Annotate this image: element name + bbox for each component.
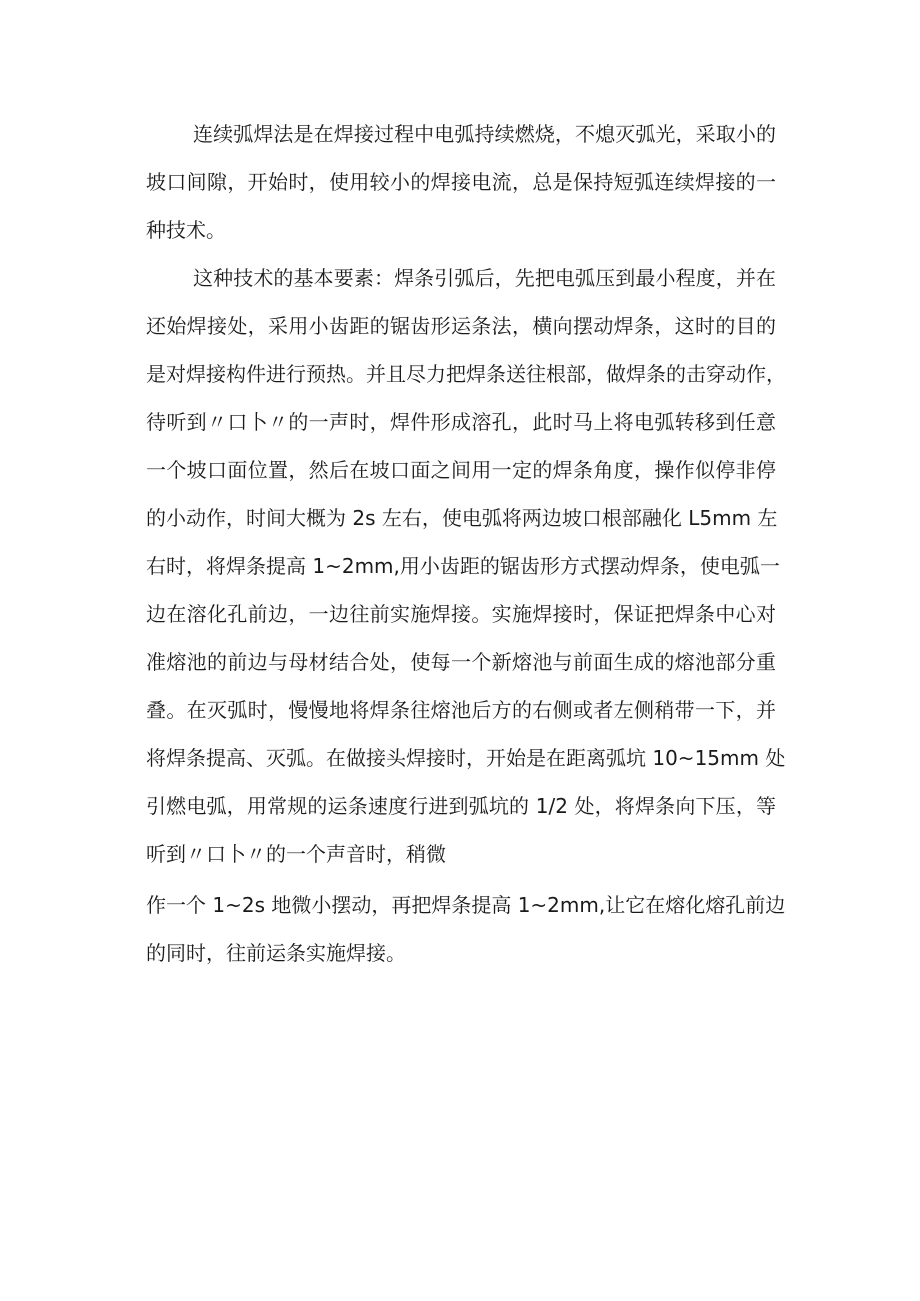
- text-line: 这种技术的基本要素：焊条引弧后，先把电弧压到最小程度，并在: [193, 266, 776, 290]
- text-line: 是对焊接构件进行预热。并且尽力把焊条送往根部，做焊条的击穿动作，: [146, 362, 786, 386]
- text-line: 将焊条提高、灭弧。在做接头焊接时，开始是在距离弧坑 10~15mm 处: [146, 746, 786, 770]
- text-line: 一个坡口面位置，然后在坡口面之间用一定的焊条角度，操作似停非停: [146, 458, 776, 482]
- text-line: 右时，将焊条提高 1~2mm,用小齿距的锯齿形方式摆动焊条，使电弧一: [146, 554, 780, 578]
- text-line: 边在溶化孔前边，一边往前实施焊接。实施焊接时，保证把焊条中心对: [146, 602, 776, 626]
- text-line: 听到〃口卜〃的一个声音时，稍微: [146, 842, 446, 866]
- text-line: 连续弧焊法是在焊接过程中电弧持续燃烧，不熄灭弧光，采取小的: [193, 122, 776, 146]
- text-line: 待听到〃口卜〃的一声时，焊件形成溶孔，此时马上将电弧转移到任意: [146, 410, 776, 434]
- text-line: 的小动作，时间大概为 2s 左右，使电弧将两边坡口根部融化 L5mm 左: [146, 506, 778, 530]
- text-line: 的同时，往前运条实施焊接。: [146, 941, 406, 965]
- text-line: 坡口间隙，开始时，使用较小的焊接电流，总是保持短弧连续焊接的一: [146, 170, 776, 194]
- text-line: 引燃电弧，用常规的运条速度行进到弧坑的 1/2 处，将焊条向下压，等: [146, 794, 776, 818]
- text-line: 种技术。: [146, 218, 226, 242]
- text-line: 准熔池的前边与母材结合处，使每一个新熔池与前面生成的熔池部分重: [146, 650, 776, 674]
- text-line: 叠。在灭弧时，慢慢地将焊条往熔池后方的右侧或者左侧稍带一下，并: [146, 698, 776, 722]
- text-line: 还始焊接处，采用小齿距的锯齿形运条法，横向摆动焊条，这时的目的: [146, 314, 776, 338]
- text-line: 作一个 1~2s 地微小摆动，再把焊条提高 1~2mm,让它在熔化熔孔前边: [146, 893, 786, 917]
